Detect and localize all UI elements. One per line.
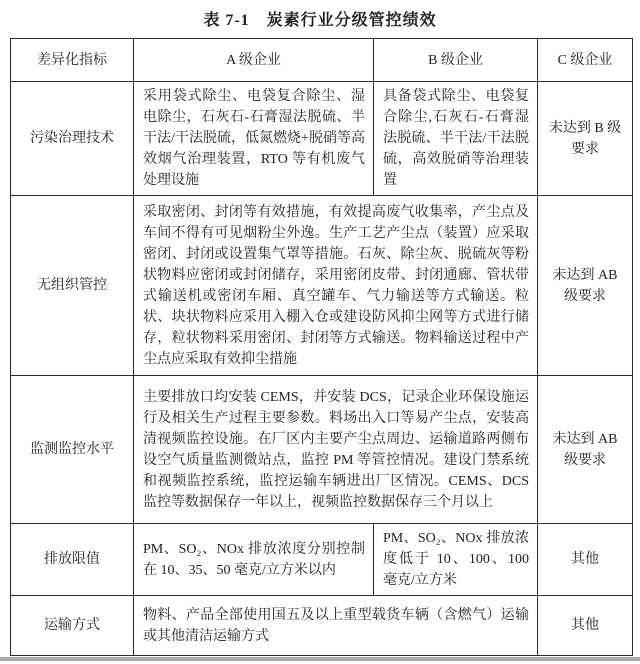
header-grade-a: A 级企业 [134,39,374,82]
grade-c-cell: 其他 [538,524,633,596]
grade-c-cell: 其他 [538,596,633,656]
table-title: 表 7-1 炭素行业分级管控绩效 [203,12,437,29]
table-row-transport-mode [11,596,633,656]
indicator-cell: 监测监控水平 [11,376,134,524]
table-row-pollution-treatment [11,82,633,196]
grade-c-cell: 未达到 AB 级要求 [538,376,633,524]
grade-c-cell: 未达到 B 级要求 [538,82,633,196]
header-indicator: 差异化指标 [11,39,134,82]
grade-ab-merged-cell: 物料、产品全部使用国五及以上重型载货车辆（含燃气）运输或其他清洁运输方式 [134,596,538,656]
table-row-monitoring-level [11,376,633,524]
grade-b-cell: PM、SO₂、NOx 排放浓度低于 10、100、100 毫克/立方米 [374,524,538,596]
grade-b-cell: 具备袋式除尘、电袋复合除尘,石灰石-石膏湿法脱硫、半干法/干法脱硫，高效脱硝等治理装置 [374,82,538,196]
grade-c-cell: 未达到 AB 级要求 [538,196,633,376]
table-row-emission-limits [11,524,633,596]
indicator-cell: 污染治理技术 [11,82,134,196]
indicator-cell: 无组织管控 [11,196,134,376]
page-bottom-scan-rule [0,657,640,661]
grade-ab-merged-cell: 主要排放口均安装 CEMS，并安装 DCS，记录企业环保设施运行及相关生产过程主要参数。料场出入口等易产尘点，安装高清视频监控设施。在厂区内主要产尘点周边、运输道路两侧布设空气质量监测微站点，监控 PM 等管控情况。建设门禁系统和视频监控系统，监控运输车辆进出厂区情况。CEMS、DCS 监控等数据保存一年以上，视频监控数据保存三个月以上 [134,376,538,524]
header-grade-b: B 级企业 [374,39,538,82]
indicator-cell: 运输方式 [11,596,134,656]
grade-ab-merged-cell: 采取密闭、封闭等有效措施，有效提高废气收集率，产尘点及车间不得有可见烟粉尘外逸。生产工艺产尘点（装置）应采取密闭、封闭或设置集气罩等措施。石灰、除尘灰、脱硫灰等粉状物料应密闭或封闭储存，采用密闭皮带、封闭通廊、管状带式输送机或密闭车厢、真空罐车、气力输送等方式输送。粒状、块状物料应采用入棚入仓或建设防风抑尘网等方式进行储存，粒状物料采用密闭、封闭等方式输送。物料输送过程中产尘点应采取有效抑尘措施 [134,196,538,376]
header-grade-c: C 级企业 [538,39,633,82]
table-row-fugitive-emission-control [11,196,633,376]
grading-control-table [10,38,633,656]
table-header-row [11,39,633,82]
grade-a-cell: PM、SO₂、NOx 排放浓度分别控制在 10、35、50 毫克/立方米以内 [134,524,374,596]
indicator-cell: 排放限值 [11,524,134,596]
grade-a-cell: 采用袋式除尘、电袋复合除尘、湿电除尘，石灰石-石膏湿法脱硫、半干法/干法脱硫，低氮燃烧+脱硝等高效烟气治理装置，RTO 等有机废气处理设施 [134,82,374,196]
